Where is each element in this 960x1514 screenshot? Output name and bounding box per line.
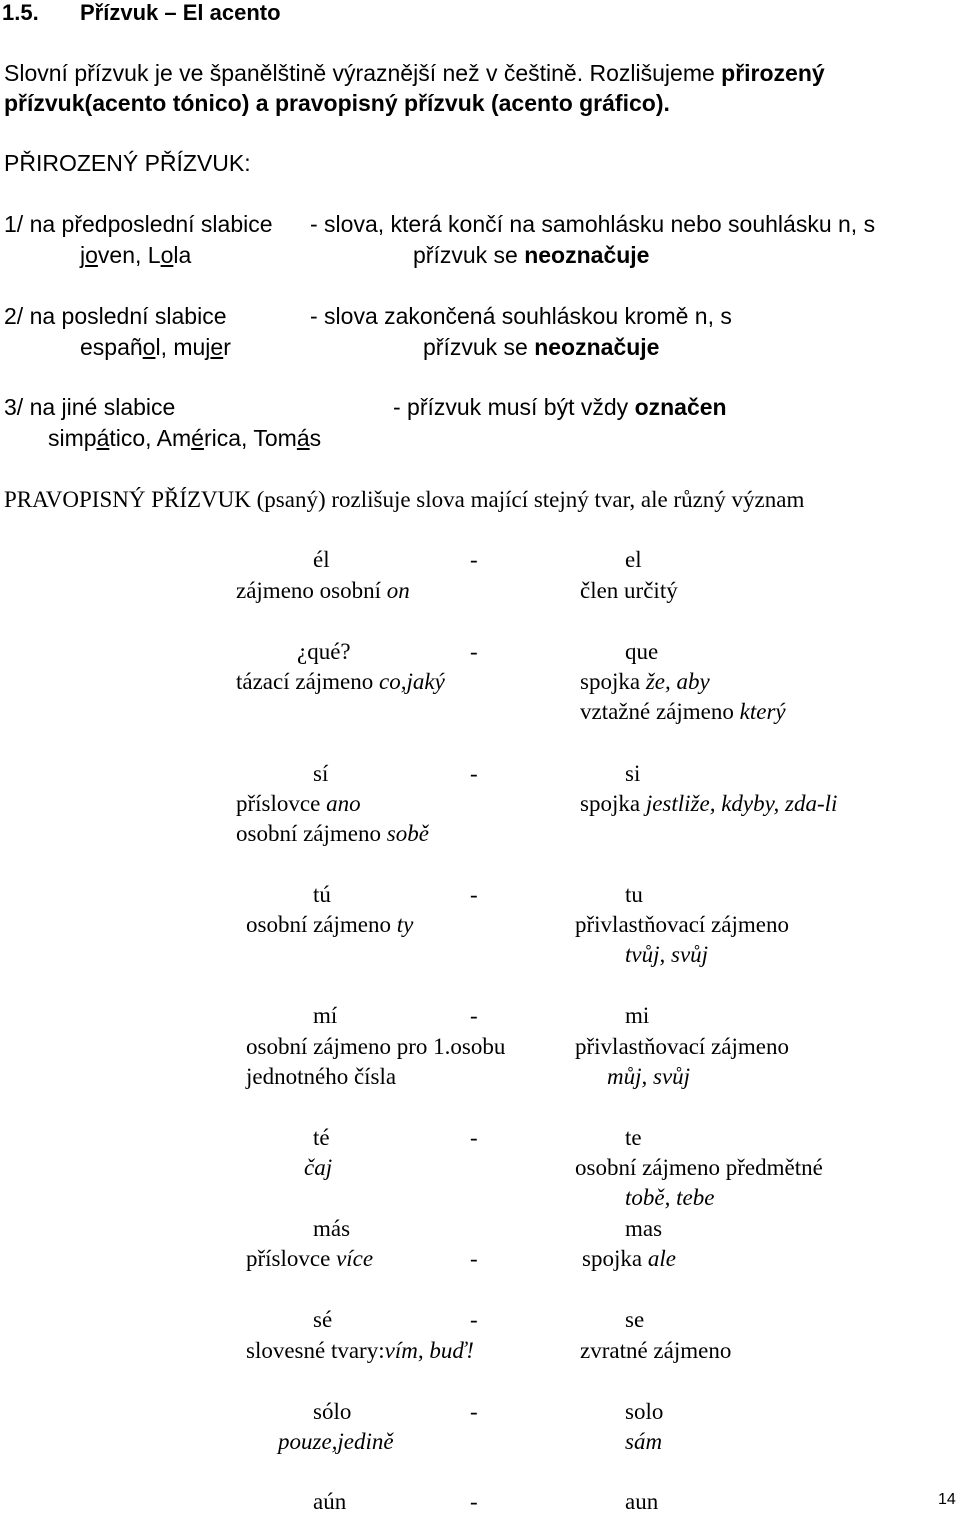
pair-solo-dash: - (470, 1399, 478, 1424)
pair-mi-meaning-left-2: jednotného čísla (246, 1064, 397, 1089)
pair-se-meaning-left: slovesné tvary:vím, buď! (246, 1338, 474, 1363)
pair-mi-meaning-right-2: můj, svůj (607, 1064, 691, 1089)
pair-mas-accented: más (313, 1216, 351, 1241)
pair-aun-dash: - (470, 1489, 478, 1514)
pair-que-dash: - (470, 639, 478, 664)
pair-se-dash: - (470, 1307, 478, 1332)
rule-3-left: 3/ na jiné slabice (4, 394, 176, 420)
pair-solo-meaning-left: pouze,jedině (278, 1429, 394, 1454)
rule-3-examples: simpático, América, Tomás (48, 425, 322, 451)
pair-que-meaning-left: tázací zájmeno co,jaký (236, 669, 445, 694)
pair-tu-meaning-right-2: tvůj, svůj (625, 942, 709, 967)
pair-si-meaning-left: příslovce ano (236, 791, 361, 816)
intro-line-1: Slovní přízvuk je ve španělštině výraznější než v češtině. Rozlišujeme přirozený (4, 60, 825, 86)
pair-mas-meaning-left: příslovce více (246, 1246, 374, 1271)
pair-mas-meaning-right: spojka ale (582, 1246, 676, 1271)
rule-2-right: - slova zakončená souhláskou kromě n, s (310, 303, 732, 329)
pair-tu-plain: tu (625, 882, 643, 907)
rule-1-right: - slova, která končí na samohlásku nebo souhlásku n, s (310, 211, 876, 237)
orthographic-accent-title: PRAVOPISNÝ PŘÍZVUK (psaný) rozlišuje slova mající stejný tvar, ale různý význam (4, 487, 805, 512)
pair-solo-plain: solo (625, 1399, 664, 1424)
natural-accent-title: PŘIROZENÝ PŘÍZVUK: (4, 150, 251, 176)
pair-te-dash: - (470, 1125, 478, 1150)
pair-si-dash: - (470, 761, 478, 786)
rule-2-note: přízvuk se neoznačuje (423, 334, 660, 360)
pair-tu-dash: - (470, 882, 478, 907)
pair-se-meaning-right: zvratné zájmeno (580, 1338, 732, 1363)
pair-solo-meaning-right: sám (625, 1429, 663, 1454)
pair-se-accented: sé (313, 1307, 333, 1332)
pair-el-meaning-right: člen určitý (580, 578, 678, 603)
pair-se-plain: se (625, 1307, 645, 1332)
pair-tu-meaning-right: přivlastňovací zájmeno (575, 912, 789, 937)
pair-te-plain: te (625, 1125, 642, 1150)
pair-que-plain: que (625, 639, 659, 664)
rule-1-examples: joven, Lola (80, 242, 192, 268)
pair-solo-accented: sólo (313, 1399, 352, 1424)
pair-el-accented: él (313, 547, 330, 572)
rule-2-left: 2/ na poslední slabice (4, 303, 227, 329)
pair-que-meaning-right-2: vztažné zájmeno který (580, 699, 786, 724)
pair-mi-dash: - (470, 1003, 478, 1028)
intro-line-2: přízvuk(acento tónico) a pravopisný přízvuk (acento gráfico). (4, 90, 670, 116)
pair-si-meaning-right: spojka jestliže, kdyby, zda-li (580, 791, 838, 816)
section-number: 1.5. (2, 0, 39, 25)
pair-tu-accented: tú (313, 882, 331, 907)
pair-mi-meaning-left: osobní zájmeno pro 1.osobu (246, 1034, 506, 1059)
pair-aun-accented: aún (313, 1489, 347, 1514)
pair-el-plain: el (625, 547, 642, 572)
pair-mas-dash: - (470, 1246, 478, 1271)
pair-mas-plain: mas (625, 1216, 663, 1241)
pair-aun-plain: aun (625, 1489, 659, 1514)
pair-si-meaning-left-2: osobní zájmeno sobě (236, 821, 429, 846)
pair-el-meaning-left: zájmeno osobní on (236, 578, 410, 603)
rule-1-left: 1/ na předposlední slabice (4, 211, 273, 237)
pair-el-dash: - (470, 547, 478, 572)
pair-que-accented: ¿qué? (297, 639, 351, 664)
pair-si-accented: sí (313, 761, 329, 786)
pair-te-accented: té (313, 1125, 330, 1150)
rule-1-note: přízvuk se neoznačuje (413, 242, 650, 268)
page-number: 14 (938, 1491, 956, 1508)
pair-mi-plain: mi (625, 1003, 650, 1028)
section-title: Přízvuk – El acento (80, 0, 281, 25)
pair-mi-meaning-right: přivlastňovací zájmeno (575, 1034, 789, 1059)
rule-3-right: - přízvuk musí být vždy označen (393, 394, 727, 420)
pair-que-meaning-right: spojka že, aby (580, 669, 710, 694)
rule-2-examples: español, mujer (80, 334, 231, 360)
pair-tu-meaning-left: osobní zájmeno ty (246, 912, 414, 937)
pair-te-meaning-right: osobní zájmeno předmětné (575, 1155, 823, 1180)
pair-mi-accented: mí (313, 1003, 338, 1028)
pair-te-meaning-right-2: tobě, tebe (625, 1185, 715, 1210)
pair-te-meaning-left: čaj (304, 1155, 333, 1180)
pair-si-plain: si (625, 761, 641, 786)
